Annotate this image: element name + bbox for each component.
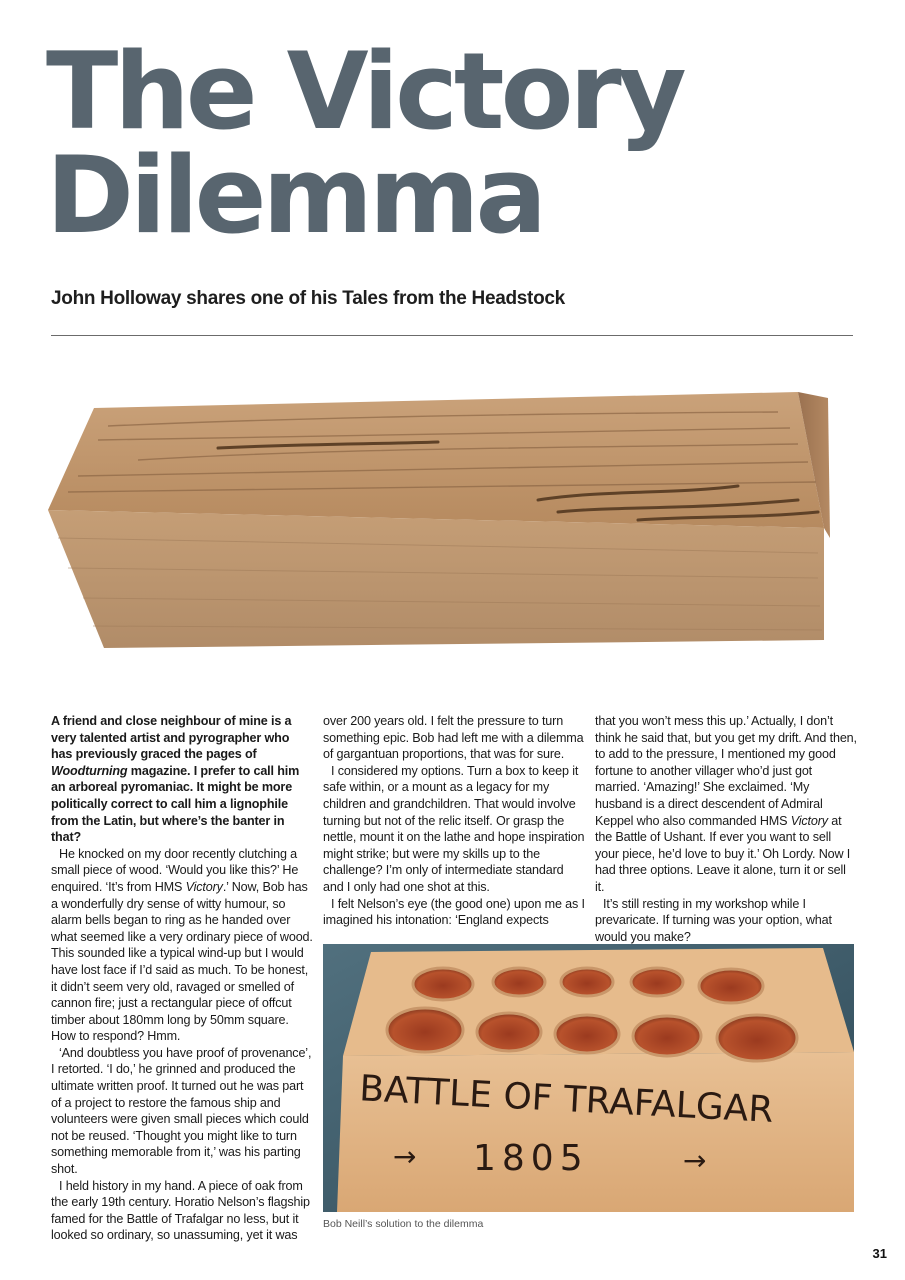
trafalgar-block-photo	[323, 944, 854, 1212]
oak-block-photo	[38, 378, 838, 668]
header-divider	[51, 335, 853, 336]
inscription-line-2: 1805	[473, 1138, 589, 1179]
paragraph-7: I felt Nelson’s eye (the good one) upon me as I imagined his intonation: ‘England expects	[323, 896, 585, 928]
lead-text-b: magazine. I prefer to call him an arboreal pyromaniac. It might be more politically correct to call him a lignophile from the Latin, but where’s the banter in that?	[51, 763, 300, 845]
p2-text-b: .’ Now, Bob has a wonderfully dry sense of witty humour, so alarm bells began to ring as he handed over what seemed like a very ordinary piece of wood. This sounded like a typical wind-up but I would have lost face if I’d said as much. To be honest, it didn’t seem very old, ravaged or smelled of cannon fire; just a rectangular piece of offcut timber about 180mm long by 50mm square. How to respond? Hmm.	[51, 879, 313, 1044]
inscription-line-1: BATTLE OF TRAFALGAR	[358, 1068, 775, 1131]
article-subtitle: John Holloway shares one of his Tales from the Headstock	[51, 288, 565, 309]
photo-caption: Bob Neill’s solution to the dilemma	[323, 1218, 484, 1230]
lead-text-a: A friend and close neighbour of mine is a very talented artist and pyrographer who has previously graced the pages of	[51, 714, 292, 762]
title-line-1: The Victory	[46, 30, 683, 153]
arrow-left-icon: →	[393, 1140, 417, 1173]
ship-name-2: Victory	[790, 813, 828, 828]
paragraph-2	[51, 846, 313, 1045]
lead-paragraph	[51, 713, 313, 846]
paragraph-3: ‘And doubtless you have proof of provenance’, I retorted. ‘I do,’ he grinned and produced the ultimate written proof. It turned out he was part of a project to restore the famous ship and volunteers were given small pieces which could not be reused. ‘Thought you might like to turn something memorable from it,’ was his parting shot.	[51, 1045, 312, 1177]
text-column-1	[51, 713, 313, 1244]
text-column-3	[595, 713, 857, 945]
text-column-2	[323, 713, 585, 929]
page-number: 31	[872, 1246, 887, 1261]
ship-name: Victory	[185, 879, 223, 894]
paragraph-4: I held history in my hand. A piece of oak from the early 19th century. Horatio Nelson’s flagship famed for the Battle of Trafalgar no less, but it looked so ordinary, so unassuming, yet it was	[51, 1178, 310, 1243]
arrow-right-icon: →	[683, 1144, 707, 1177]
p2-text-a: He knocked on my door recently clutching a small piece of wood. ‘Would you like this?’ He enquired. ‘It’s from HMS	[51, 846, 299, 894]
title-line-2: Dilemma	[46, 134, 543, 257]
paragraph-5: over 200 years old. I felt the pressure to turn something epic. Bob had left me with a dilemma of gargantuan proportions, that was for sure.	[323, 714, 584, 762]
magazine-name: Woodturning	[51, 763, 128, 778]
paragraph-8	[595, 713, 857, 896]
article-title	[46, 30, 683, 257]
paragraph-9: It’s still resting in my workshop while I prevaricate. If turning was your option, what would you make?	[595, 896, 832, 944]
p8-text-b: at the Battle of Ushant. If ever you want to sell your piece, he’d love to buy it.’ Oh Lordy. Now I had three options. Leave it alone, turn it or sell it.	[595, 813, 851, 894]
paragraph-6: I considered my options. Turn a box to keep it safe within, or a mount as a legacy for my children and grandchildren. That would involve turning but not of the relic itself. Or grasp the nettle, mount it on the lathe and hope inspiration might strike; but were my skills up to the challenge? I’m only of intermediate standard and I only had one shot at this.	[323, 763, 585, 894]
p8-text-a: that you won’t mess this up.’ Actually, I don’t think he said that, but you get my drift. And then, to add to the pressure, I mentioned my good fortune to another villager who’d just got married. ‘Amazing!’ She exclaimed. ‘My husband is a direct descendent of Admiral Keppel who also commanded HMS	[595, 714, 857, 828]
